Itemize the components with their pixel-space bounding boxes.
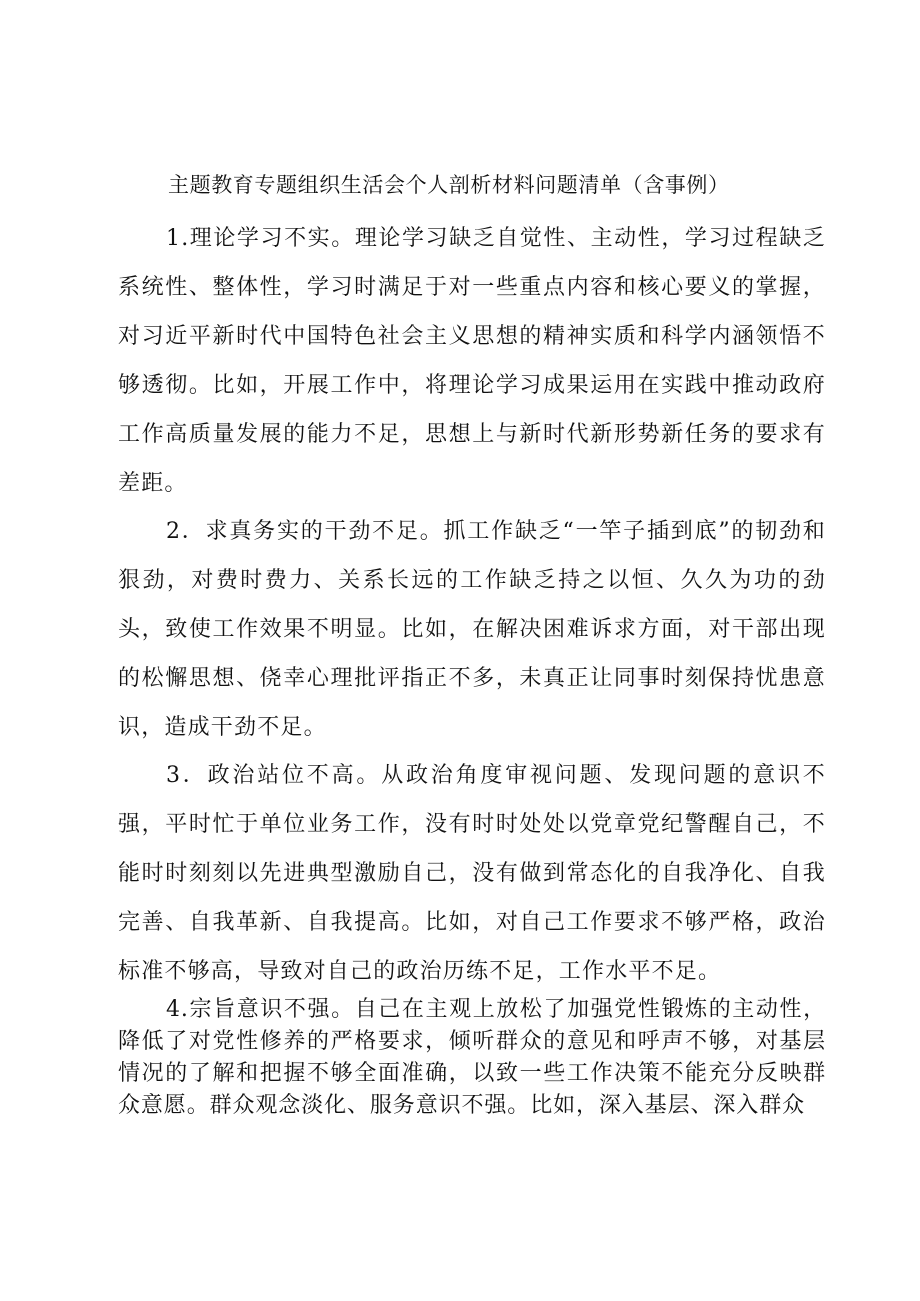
paragraph-3: 3．政治站位不高。从政治角度审视问题、发现问题的意识不强，平时忙于单位业务工作，没有时时处处以党章党纪警醒自己，不能时时刻刻以先进典型激励自己，没有做到常态化的自我净化、自我完善、自我革新、自我提高。比如，对自己工作要求不够严格，政治标准不够高，导致对自己的政治历练不足，工作水平不足。	[118, 763, 826, 984]
paragraph-2: 2．求真务实的干劲不足。抓工作缺乏“一竿子插到底”的韧劲和狠劲，对费时费力、关系长远的工作缺乏持之以恒、久久为功的劲头，致使工作效果不明显。比如，在解决困难诉求方面，对干部出现的松懈思想、侥幸心理批评指正不多，未真正让同事时刻保持忧患意识，造成干劲不足。	[118, 519, 826, 740]
paragraph-1: 1.理论学习不实。理论学习缺乏自觉性、主动性，学习过程缺乏系统性、整体性，学习时满足于对一些重点内容和核心要义的掌握，对习近平新时代中国特色社会主义思想的精神实质和科学内涵领悟不够透彻。比如，开展工作中，将理论学习成果运用在实践中推动政府工作高质量发展的能力不足，思想上与新时代新形势新任务的要求有差距。	[118, 226, 826, 496]
paragraph-4: 4.宗旨意识不强。自己在主观上放松了加强党性锻炼的主动性，降低了对党性修养的严格要求，倾听群众的意见和呼声不够，对基层情况的了解和把握不够全面准确，以致一些工作决策不能充分反映群众意愿。群众观念淡化、服务意识不强。比如，深入基层、深入群众	[118, 997, 826, 1118]
document-title: 主题教育专题组织生活会个人剖析材料问题清单（含事例）	[168, 173, 730, 197]
